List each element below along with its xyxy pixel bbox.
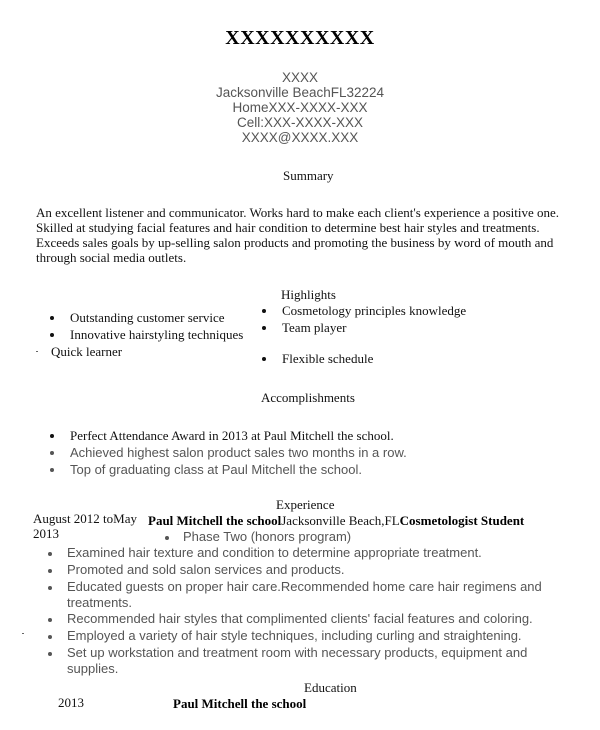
bullet-fragment-icon: [22, 633, 24, 634]
experience-dates: August 2012 toMay: [33, 511, 137, 526]
experience-job-line: [148, 513, 524, 529]
contact-address: Jacksonville BeachFL32224: [215, 85, 385, 100]
summary-heading: Summary: [283, 168, 334, 183]
bullet-icon: [50, 434, 54, 438]
highlight-right-3: Flexible schedule: [282, 351, 374, 366]
accomplishments-heading: Accomplishments: [261, 390, 355, 405]
accomplishment-3: Top of graduating class at Paul Mitchell the school.: [70, 462, 362, 477]
bullet-icon: [48, 635, 52, 639]
bullet-icon: [262, 309, 266, 313]
highlight-right-2: Team player: [282, 320, 347, 335]
experience-duty-2: Promoted and sold salon services and products.: [67, 562, 345, 577]
bullet-icon: [262, 357, 266, 361]
contact-cell-phone: Cell:XXX-XXXX-XXX: [236, 115, 364, 130]
education-heading: Education: [304, 680, 357, 695]
experience-heading: Experience: [276, 497, 335, 512]
experience-duty-4: Recommended hair styles that complimented clients' facial features and coloring.: [67, 611, 533, 626]
candidate-name: XXXXXXXXXX: [225, 27, 375, 49]
experience-subitem: Phase Two (honors program): [183, 529, 352, 544]
experience-employer: Paul Mitchell the school: [148, 513, 282, 528]
bullet-icon: [48, 652, 52, 656]
bullet-icon: [50, 333, 54, 337]
accomplishment-1: Perfect Attendance Award in 2013 at Paul Mitchell the school.: [70, 428, 394, 443]
experience-duty-5: Employed a variety of hair style techniques, including curling and straightening.: [67, 628, 522, 643]
experience-duty-3-cont: treatments.: [67, 595, 133, 610]
experience-duty-1: Examined hair texture and condition to determine appropriate treatment.: [67, 545, 482, 560]
highlight-left-1: Outstanding customer service: [70, 310, 225, 325]
accomplishment-2: Achieved highest salon product sales two months in a row.: [70, 445, 407, 460]
highlight-left-3: Quick learner: [51, 344, 123, 359]
contact-line-1: XXXX: [281, 70, 319, 85]
contact-home-phone: HomeXXX-XXXX-XXX: [232, 100, 368, 115]
bullet-icon: [50, 316, 54, 320]
experience-title: Cosmetologist Student: [399, 513, 525, 528]
bullet-icon: [50, 468, 54, 472]
bullet-icon: [165, 536, 169, 540]
contact-email: XXXX@XXXX.XXX: [241, 130, 359, 145]
experience-duty-3: Educated guests on proper hair care.Recommended home care hair regimens and: [67, 579, 542, 594]
highlights-heading: Highlights: [281, 287, 336, 302]
highlight-left-2: Innovative hairstyling techniques: [70, 327, 244, 342]
highlight-right-1: Cosmetology principles knowledge: [282, 303, 467, 318]
summary-text: An excellent listener and communicator. Works hard to make each client's experience a positive one. Skilled at studying facial features and hair condition to determine best hair styles and treatments. Exceeds sales goals by up-selling salon products and promoting the business by word of mouth and through social media outlets.: [36, 205, 560, 265]
education-school: Paul Mitchell the school: [173, 696, 307, 711]
bullet-icon: [48, 569, 52, 573]
experience-duty-6-cont: supplies.: [67, 661, 119, 676]
education-year: 2013: [58, 695, 84, 710]
bullet-icon: [48, 618, 52, 622]
experience-duty-6: Set up workstation and treatment room with necessary products, equipment and: [67, 645, 528, 660]
bullet-icon: [48, 586, 52, 590]
experience-dates-year: 2013: [33, 526, 59, 541]
bullet-icon: [48, 552, 52, 556]
bullet-fragment-icon: [36, 351, 38, 352]
bullet-icon: [262, 326, 266, 330]
bullet-icon: [50, 451, 54, 455]
experience-location: Jacksonville Beach,FL: [281, 513, 400, 528]
